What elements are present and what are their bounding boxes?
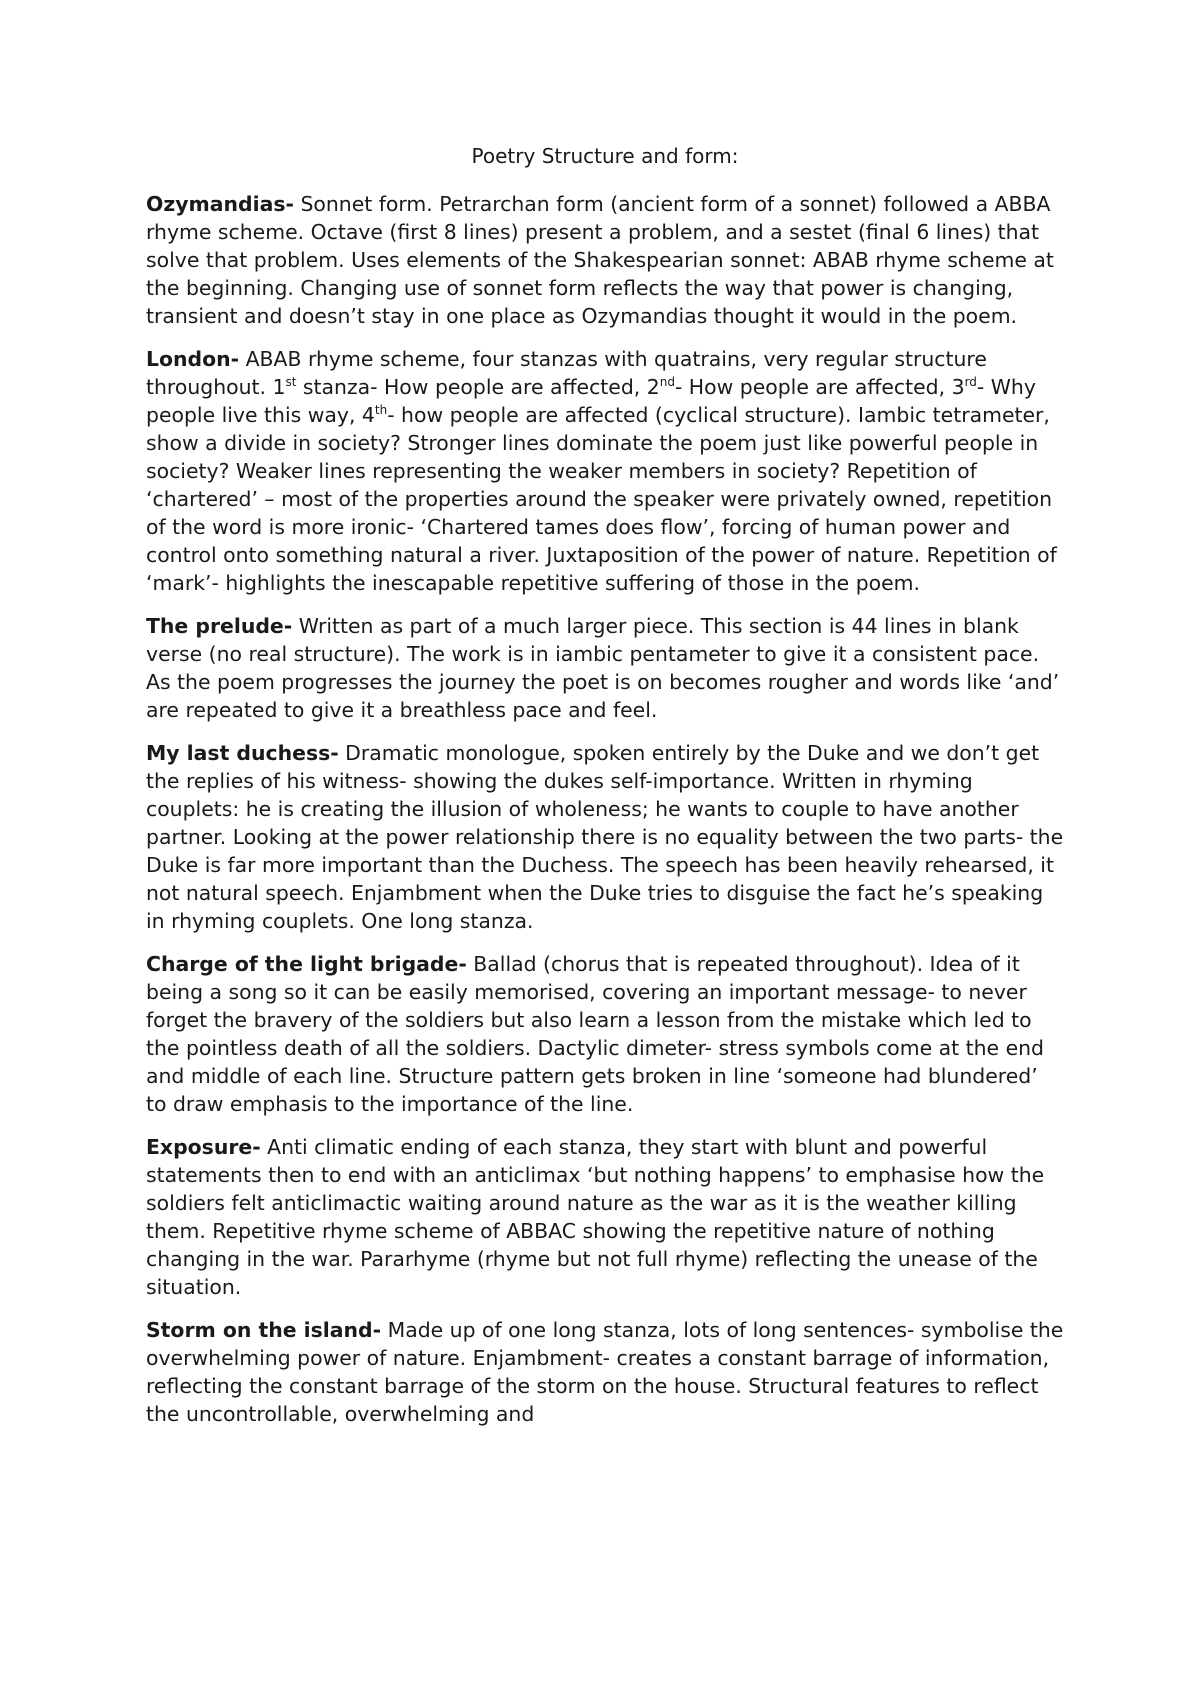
ordinal-suffix: st (285, 375, 297, 390)
section-heading: The prelude- (146, 614, 293, 638)
section-text: - Why people live this way, 4 (146, 375, 1036, 427)
section-heading: Charge of the light brigade- (146, 952, 467, 976)
section-text: Made up of one long stanza, lots of long sentences- symbolise the overwhelming power of nature. Enjambment- creates a constant barrage of information, reflecting the constant barrage of the storm on the house. Structural features to reflect the uncontrollable, overwhelming and (146, 1318, 1064, 1426)
section-heading: Storm on the island- (146, 1318, 382, 1342)
section-exposure (146, 1133, 1064, 1301)
document-title: Poetry Structure and form: (471, 144, 739, 168)
section-heading: My last duchess- (146, 741, 339, 765)
section-heading: Ozymandias- (146, 192, 294, 216)
document-page (146, 142, 1064, 1443)
section-the-prelude (146, 612, 1064, 724)
section-text: Written as part of a much larger piece. This section is 44 lines in blank verse (no real structure). The work is in iambic pentameter to give it a consistent pace. As the poem progresses the journey the poet is on becomes rougher and words like ‘and’ are repeated to give it a breathless pace and feel. (146, 614, 1060, 722)
section-my-last-duchess (146, 739, 1064, 935)
section-text: - how people are affected (cyclical structure). Iambic tetrameter, show a divide in society? Stronger lines dominate the poem just like powerful people in society? Weaker lines representing the weaker members in society? Repetition of ‘chartered’ – most of the properties around the speaker were privately owned, repetition of the word is more ironic- ‘Chartered tames does flow’, forcing of human power and control onto something natural a river. Juxtaposition of the power of nature. Repetition of ‘mark’- highlights the inescapable repetitive suffering of those in the poem. (146, 403, 1057, 595)
section-text: Ballad (chorus that is repeated throughout). Idea of it being a song so it can be easily memorised, covering an important message- to never forget the bravery of the soldiers but also learn a lesson from the mistake which led to the pointless death of all the soldiers. Dactylic dimeter- stress symbols come at the end and middle of each line. Structure pattern gets broken in line ‘someone had blundered’ to draw emphasis to the importance of the line. (146, 952, 1044, 1116)
section-text: Dramatic monologue, spoken entirely by the Duke and we don’t get the replies of his witness- showing the dukes self-importance. Written in rhyming couplets: he is creating the illusion of wholeness; he wants to couple to have another partner. Looking at the power relationship there is no equality between the two parts- the Duke is far more important than the Duchess. The speech has been heavily rehearsed, it not natural speech. Enjambment when the Duke tries to disguise the fact he’s speaking in rhyming couplets. One long stanza. (146, 741, 1064, 933)
ordinal-suffix: nd (659, 375, 675, 390)
section-charge-of-the-light-brigade (146, 950, 1064, 1118)
section-text: Anti climatic ending of each stanza, they start with blunt and powerful statements then to end with an anticlimax ‘but nothing happens’ to emphasise how the soldiers felt anticlimactic waiting around nature as the war as it is the weather killing them. Repetitive rhyme scheme of ABBAC showing the repetitive nature of nothing changing in the war. Pararhyme (rhyme but not full rhyme) reflecting the unease of the situation. (146, 1135, 1045, 1299)
ordinal-suffix: rd (964, 375, 977, 390)
section-text: ABAB rhyme scheme, four stanzas with quatrains, very regular structure throughout. 1 (146, 347, 987, 399)
section-storm-on-the-island (146, 1316, 1064, 1428)
section-text: - How people are affected, 3 (674, 375, 965, 399)
section-heading: Exposure- (146, 1135, 261, 1159)
section-text: stanza- How people are affected, 2 (296, 375, 660, 399)
section-text: Sonnet form. Petrarchan form (ancient form of a sonnet) followed a ABBA rhyme scheme. Octave (first 8 lines) present a problem, and a sestet (final 6 lines) that solve that problem. Uses elements of the Shakespearian sonnet: ABAB rhyme scheme at the beginning. Changing use of sonnet form reflects the way that power is changing, transient and doesn’t stay in one place as Ozymandias thought it would in the poem. (146, 192, 1054, 328)
section-ozymandias (146, 190, 1064, 330)
section-london (146, 345, 1064, 597)
ordinal-suffix: th (374, 403, 388, 418)
section-heading: London- (146, 347, 240, 371)
